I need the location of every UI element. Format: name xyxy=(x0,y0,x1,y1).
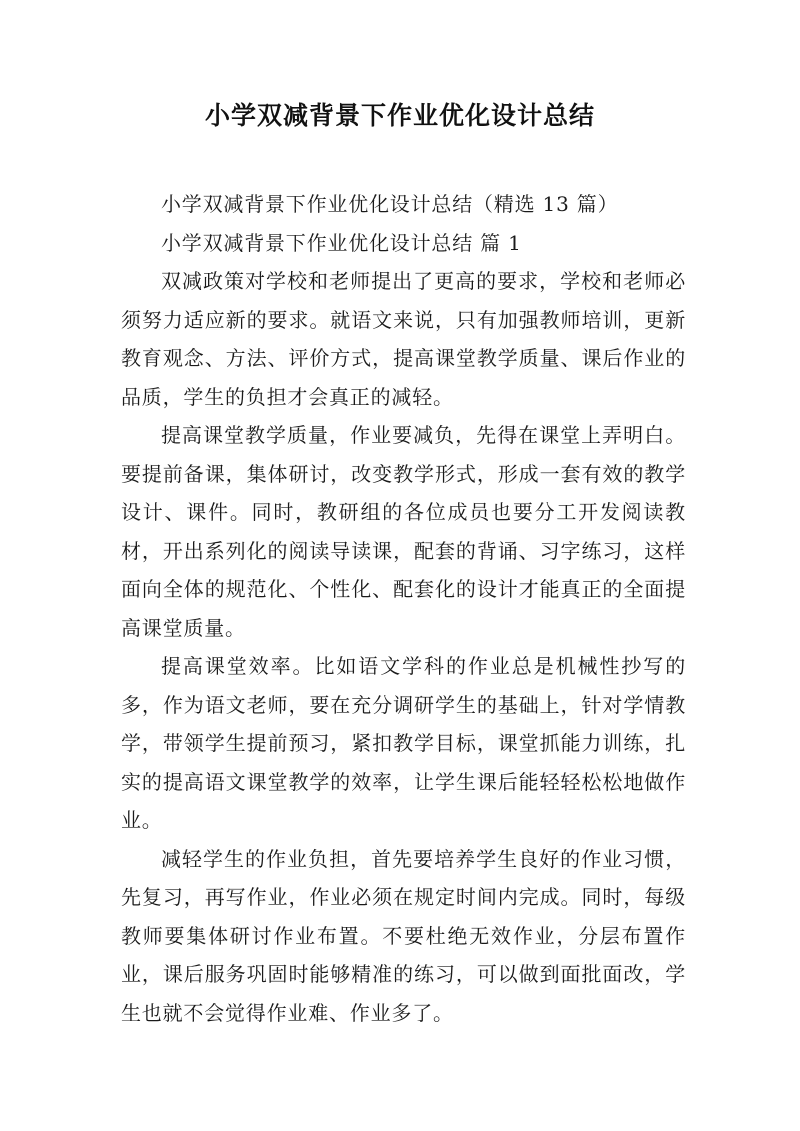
document-subtitle: 小学双减背景下作业优化设计总结（精选 13 篇） xyxy=(161,192,619,216)
document-body xyxy=(121,185,686,1032)
section-heading: 小学双减背景下作业优化设计总结 篇 1 xyxy=(161,230,522,255)
paragraph-3: 提高课堂效率。比如语文学科的作业总是机械性抄写的多，作为语文老师，要在充分调研学生的基础上，针对学情教学，带领学生提前预习，紧扣教学目标，课堂抓能力训练，扎实的提高语文课堂教学的效率，让学生课后能轻轻松松地做作业。 xyxy=(121,654,686,832)
paragraph-1: 双减政策对学校和老师提出了更高的要求，学校和老师必须努力适应新的要求。就语文来说，只有加强教师培训，更新教育观念、方法、评价方式，提高课堂教学质量、课后作业的品质，学生的负担才会真正的减轻。 xyxy=(121,269,686,409)
document-title: 小学双减背景下作业优化设计总结 xyxy=(204,101,595,130)
paragraph-2: 提高课堂教学质量，作业要减负，先得在课堂上弄明白。要提前备课，集体研讨，改变教学形式，形成一套有效的教学设计、课件。同时，教研组的各位成员也要分工开发阅读教材，开出系列化的阅读导读课，配套的背诵、习字练习，这样面向全体的规范化、个性化、配套化的设计才能真正的全面提高课堂质量。 xyxy=(121,423,686,640)
paragraph-4: 减轻学生的作业负担，首先要培养学生良好的作业习惯，先复习，再写作业，作业必须在规定时间内完成。同时，每级教师要集体研讨作业布置。不要杜绝无效作业，分层布置作业，课后服务巩固时能够精准的练习，可以做到面批面改，学生也就不会觉得作业难、作业多了。 xyxy=(121,846,686,1025)
